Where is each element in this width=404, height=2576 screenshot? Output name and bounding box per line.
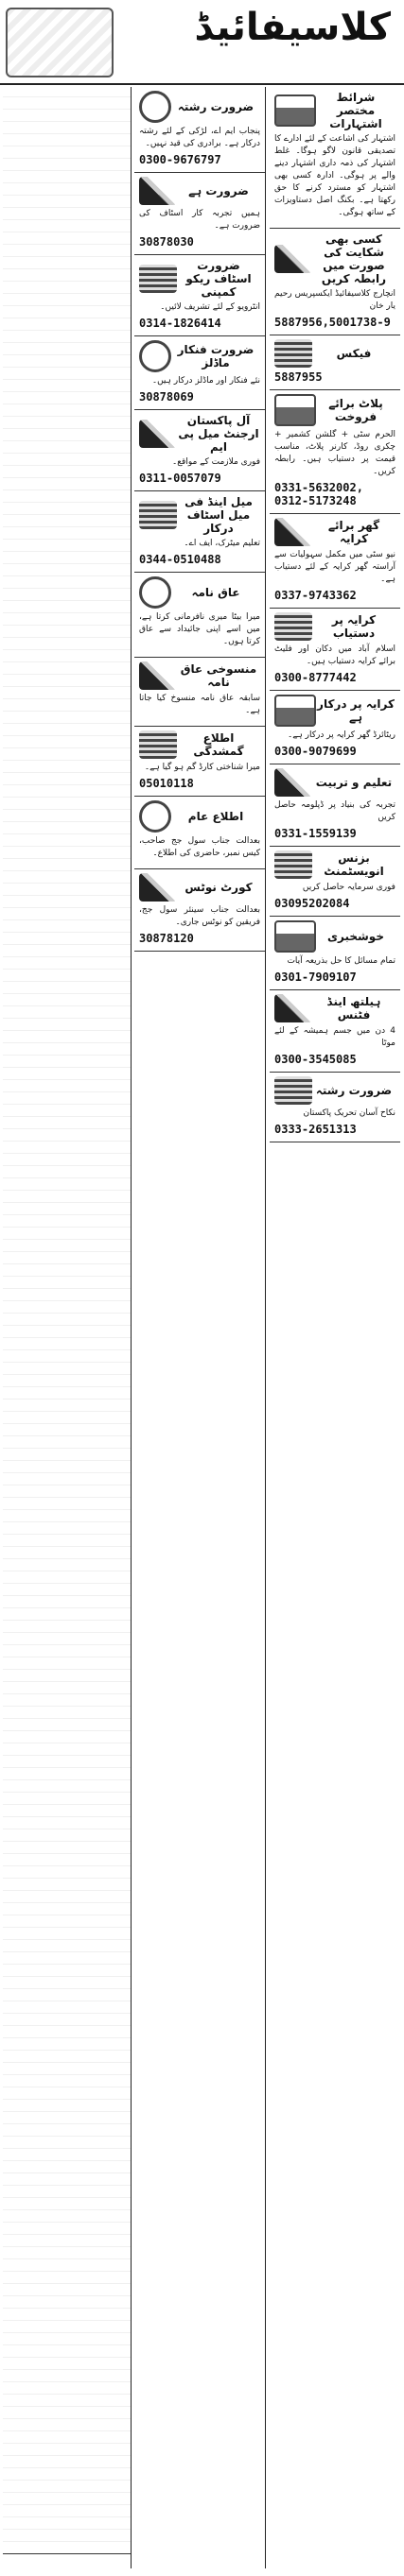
middle-column bbox=[134, 87, 266, 2568]
ad-illustration-icon bbox=[139, 730, 177, 759]
ad-illustration-icon bbox=[274, 94, 316, 127]
ad-body: اسلام آباد میں دکان اور فلیٹ برائے کرایہ دستیاب ہیں۔ bbox=[274, 644, 395, 666]
ad-illustration-icon bbox=[139, 873, 177, 902]
ad-illustration-icon bbox=[139, 661, 177, 690]
ad-title: ضرورت رشتہ bbox=[315, 1084, 393, 1097]
ad-title: اطلاع گمشدگی bbox=[193, 731, 244, 758]
classified-ad bbox=[270, 390, 400, 514]
ad-body: اشتہار کی اشاعت کے لئے ادارے کا تصدیقی قانون لاگو ہوگا۔ غلط اشتہار کی ذمہ داری اشتہار دینے والے پر ہوگی۔ ادارہ کسی بھی اشتہار کو مسترد کرنے کا حق رکھتا ہے۔ بکنگ اصل دستاویزات کے ساتھ ہوگی۔ bbox=[274, 134, 395, 217]
ad-phone: 0331-5632002, 0312-5173248 bbox=[274, 481, 363, 507]
classified-ad bbox=[134, 336, 265, 410]
ad-body: 4 دن میں جسم ہمیشہ کے لئے موٹا bbox=[274, 1026, 395, 1048]
left-column bbox=[3, 87, 132, 2568]
ad-illustration-icon bbox=[274, 994, 312, 1022]
classified-ad bbox=[134, 173, 265, 255]
ad-body: الحرم سٹی + گلشن کشمیر + چکری روڈ، کارنر پلاٹ، مناسب قیمت پر دستیاب ہیں۔ رابطہ کریں۔ bbox=[274, 430, 395, 476]
ad-phone: 0314-1826414 bbox=[139, 317, 221, 330]
ad-illustration-icon bbox=[274, 518, 312, 546]
ad-phone: 0337-9743362 bbox=[274, 589, 357, 602]
ad-phone: 30878030 bbox=[139, 235, 194, 249]
classified-ad bbox=[270, 764, 400, 847]
classified-ad bbox=[3, 87, 131, 2554]
ad-title: ہیلتھ اینڈ فٹنس bbox=[326, 995, 381, 1022]
ad-illustration-icon bbox=[274, 1076, 312, 1105]
ad-title: خوشخبری bbox=[327, 930, 384, 943]
ad-title: پلاٹ برائے فروخت bbox=[328, 397, 383, 423]
ad-illustration-icon bbox=[139, 265, 177, 293]
ad-title: کرایہ پر دستیاب bbox=[331, 613, 377, 640]
classified-ad bbox=[270, 87, 400, 229]
ad-illustration-icon bbox=[139, 576, 171, 609]
ad-body: ریٹائرڈ گھر کرایہ پر درکار ہے۔ bbox=[287, 730, 395, 740]
ad-body: تعلیم میٹرک، ایف اے۔ bbox=[184, 539, 260, 548]
ad-body: نیو سٹی میں مکمل سہولیات سے آراستہ گھر کرایہ کے لئے دستیاب ہے۔ bbox=[274, 550, 395, 584]
ad-illustration-icon bbox=[139, 800, 171, 833]
ad-illustration-icon bbox=[274, 245, 312, 273]
classified-ad bbox=[134, 797, 265, 869]
ad-phone: 0333-2651313 bbox=[274, 1123, 357, 1136]
ad-title: ضرورت فنکار ماڈلز bbox=[177, 343, 255, 369]
ad-title: گھر برائے کرایہ bbox=[327, 519, 380, 545]
ad-phone: 0300-8777442 bbox=[274, 671, 357, 684]
classified-ad bbox=[270, 917, 400, 990]
ad-body: نئے فنکار اور ماڈلز درکار ہیں۔ bbox=[151, 376, 260, 386]
ad-phone: 30878069 bbox=[139, 390, 194, 404]
ad-title: آل پاکستان ارجنٹ میل پی ایم bbox=[178, 414, 259, 454]
ad-title: بزنس انویسٹمنٹ bbox=[324, 851, 384, 878]
classified-ad bbox=[270, 514, 400, 609]
ad-phone: 0300-9079699 bbox=[274, 745, 357, 758]
ad-illustration-icon bbox=[274, 768, 312, 797]
ad-title: میل اینڈ فی میل اسٹاف درکار bbox=[184, 495, 253, 535]
ad-illustration-icon bbox=[274, 394, 316, 426]
classified-ad bbox=[270, 229, 400, 335]
classified-ad bbox=[270, 335, 400, 390]
classified-ad bbox=[134, 491, 265, 573]
classified-ad bbox=[134, 410, 265, 491]
right-column bbox=[270, 87, 400, 2568]
page-title: کلاسیفائیڈ bbox=[194, 6, 391, 49]
ad-title: کسی بھی شکایت کی صورت میں رابطہ کریں bbox=[321, 232, 387, 285]
ad-phone: 03095202084 bbox=[274, 897, 350, 910]
ad-body: تمام مسائل کا حل بذریعہ آیات bbox=[287, 956, 395, 966]
classified-ad bbox=[270, 609, 400, 691]
ad-phone: 30878120 bbox=[139, 932, 194, 945]
ad-title: اطلاع عام bbox=[187, 810, 244, 823]
ad-body: انچارج کلاسیفائیڈ ایکسپریس رحیم یار خان bbox=[274, 289, 395, 311]
ad-title: ضرورت رشتہ bbox=[177, 100, 255, 113]
ad-title: ضرورت ہے bbox=[188, 184, 249, 197]
ad-phone: 0301-7909107 bbox=[274, 970, 357, 984]
ad-body: سابقہ عاق نامہ منسوخ کیا جاتا ہے۔ bbox=[139, 694, 260, 715]
classified-ad bbox=[134, 727, 265, 797]
ad-body: تجربہ کی بنیاد پر ڈپلومہ حاصل کریں bbox=[274, 800, 395, 822]
ad-phone: 05010118 bbox=[139, 777, 194, 790]
ad-illustration-icon bbox=[139, 91, 171, 123]
ad-body: فوری سرمایہ حاصل کریں bbox=[302, 883, 395, 892]
classified-ad bbox=[270, 1073, 400, 1142]
classified-ad bbox=[134, 869, 265, 952]
ad-title: منسوخی عاق نامہ bbox=[180, 662, 257, 689]
ad-title: شرائط مختصر اشتہارات bbox=[329, 91, 382, 130]
classified-ad bbox=[270, 691, 400, 764]
newspaper-logo-icon bbox=[6, 8, 114, 77]
ad-body: فوری ملازمت کے مواقع۔ bbox=[171, 457, 260, 467]
ad-body: انٹرویو کے لئے تشریف لائیں۔ bbox=[160, 302, 260, 312]
ad-body: نکاح آسان تحریک پاکستان bbox=[303, 1108, 395, 1118]
classified-ad bbox=[134, 573, 265, 658]
classified-header bbox=[0, 0, 404, 85]
ad-body: پنجاب ایم اے، لڑکی کے لئے رشتہ درکار ہے۔ برادری کی قید نہیں۔ bbox=[139, 127, 260, 148]
ad-phone: 0311-0057079 bbox=[139, 472, 221, 485]
ad-illustration-icon bbox=[139, 420, 177, 448]
ad-title: فیکس bbox=[336, 347, 372, 360]
ad-illustration-icon bbox=[274, 920, 316, 953]
ad-illustration-icon bbox=[139, 177, 177, 205]
ad-body: میرا بیٹا میری نافرمانی کرتا ہے، میں اسے اپنی جائیداد سے عاق کرتا ہوں۔ bbox=[139, 612, 260, 646]
ad-body: بعدالت جناب سول جج صاحب، کیس نمبر، حاضری کی اطلاع۔ bbox=[139, 836, 260, 858]
classified-ad bbox=[270, 990, 400, 1073]
ad-illustration-icon bbox=[139, 501, 177, 529]
ad-phone: 0344-0510488 bbox=[139, 553, 221, 566]
ad-title: ضرورت اسٹاف ریکو کمپنی bbox=[185, 259, 252, 299]
ad-phone: 0331-1559139 bbox=[274, 827, 357, 840]
ad-illustration-icon bbox=[274, 850, 312, 879]
ad-title: کورٹ نوٹس bbox=[184, 881, 253, 894]
classified-ad bbox=[134, 658, 265, 727]
ad-body: بعدالت جناب سینئر سول جج، فریقین کو نوٹس جاری۔ bbox=[139, 905, 260, 927]
ad-phone: 5887955 bbox=[274, 370, 323, 384]
ad-title: کرایہ پر درکار ہے bbox=[317, 697, 395, 724]
ad-body: میرا شناختی کارڈ گم ہو گیا ہے۔ bbox=[144, 763, 260, 772]
classified-ad bbox=[270, 847, 400, 917]
ad-illustration-icon bbox=[139, 340, 171, 372]
ad-illustration-icon bbox=[274, 695, 316, 727]
ad-illustration-icon bbox=[274, 339, 312, 368]
ad-body: ہمیں تجربہ کار اسٹاف کی ضرورت ہے۔ bbox=[139, 209, 260, 231]
ad-phone: 0300-9676797 bbox=[139, 153, 221, 166]
ad-phone: 5887956,5001738-9 bbox=[274, 316, 391, 329]
ad-illustration-icon bbox=[274, 612, 312, 641]
classified-ad bbox=[134, 87, 265, 173]
ad-title: تعلیم و تربیت bbox=[315, 776, 393, 789]
ad-phone: 0300-3545085 bbox=[274, 1053, 357, 1066]
classified-ad bbox=[134, 255, 265, 336]
ad-title: عاق نامہ bbox=[191, 586, 240, 599]
